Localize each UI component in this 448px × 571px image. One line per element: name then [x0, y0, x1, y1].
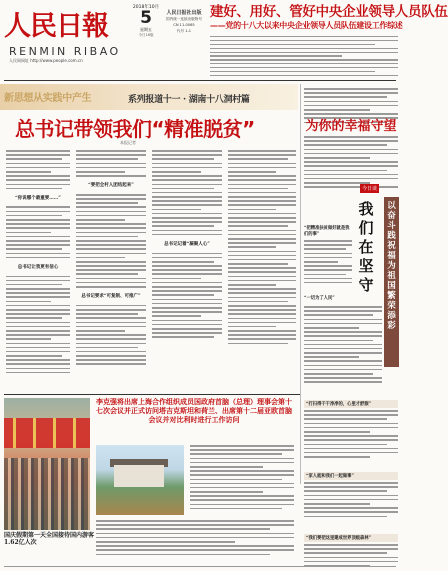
publisher: 人民日报社出版: [166, 10, 202, 16]
edition-line: 代号 1-1: [176, 29, 192, 33]
bottom-headline[interactable]: 李克强将出席上海合作组织成员国政府首脑（总理）理事会第十七次会议并正式访问塔吉克斯坦和荷兰、出席第十二届亚欧首脑会议并对比利时进行工作访问: [96, 398, 292, 424]
edition-line: CN 11-0065: [173, 23, 195, 27]
article-subhead: 总书记让我更有信心: [17, 264, 59, 270]
vertical-slogan-text: 以奋斗践祝福 为祖国繁荣添彩: [387, 201, 396, 331]
lead-subheadline: ——党的十八大以来中央企业领导人员队伍建设工作综述: [210, 21, 403, 30]
right-section-head-1: “打扫得干干净净的，心里才舒服”: [304, 400, 398, 408]
main-article-byline: 本报记者: [120, 140, 136, 145]
edition-line: 国内统一连续出版物号: [166, 17, 202, 21]
right-quote-1: “把精准扶贫做好就是我们的事”: [304, 226, 350, 237]
masthead-url: 人民网网址 http://www.people.com.cn: [9, 58, 83, 63]
today-comment-tag: 今日谈: [362, 186, 378, 192]
main-article-column-4: [228, 150, 296, 344]
tourism-photo-caption[interactable]: 国庆假期第一天全国接待国内游客1.62亿人次: [4, 532, 95, 546]
right-section-2-body: [304, 482, 398, 517]
banner-kicker: 新思想从实践中产生: [4, 93, 92, 104]
date-day: 5: [140, 8, 152, 28]
commentary-headline[interactable]: 我们在坚守: [358, 200, 374, 294]
bottom-divider: [4, 394, 300, 395]
article-subhead: 总书记要求“可复制、可推广”: [81, 294, 141, 300]
lead-headline[interactable]: 建好、用好、管好中央企业领导人员队伍: [210, 4, 448, 20]
date-year-month: 2018年10月: [132, 5, 160, 10]
masthead-logo: 人民日報: [4, 11, 108, 42]
edition-info: [164, 10, 204, 34]
masthead-english-name: RENMIN RIBAO: [9, 45, 121, 58]
right-section-1-body: [304, 410, 398, 458]
bottom-article-body-right: [190, 445, 294, 509]
crowd-graphic: [4, 458, 90, 530]
vertical-slogan-strip: [384, 197, 399, 367]
edition-count: 今日16版: [138, 33, 154, 37]
right-section-head-2: “家人能和我们一起做事”: [304, 472, 398, 480]
main-article-column-2: [76, 150, 146, 365]
date-block: [132, 4, 160, 38]
tourism-photo: [4, 398, 90, 530]
right-quote-2: “一切为了人民”: [304, 296, 335, 301]
building-photo: [96, 445, 184, 515]
date-weekday: 星期五: [140, 27, 152, 32]
footer-rule: [4, 566, 396, 567]
building-body: [114, 465, 164, 487]
article-subhead: “要把全村人团结起来”: [88, 183, 134, 189]
banner-series-label: 系列报道十一 · 湖南十八洞村篇: [128, 95, 250, 105]
right-quote-2-body: [304, 306, 382, 383]
main-article-column-3: [152, 150, 222, 338]
right-section-head-3: “我们要把这里建成世界顶级森林”: [304, 534, 398, 542]
forum-headline[interactable]: 为你的幸福守望: [305, 119, 397, 134]
main-article-column-1: [6, 150, 70, 373]
article-subhead: 总书记记着“凝聚人心”: [164, 241, 210, 247]
bottom-article-body: [96, 520, 294, 555]
flags-graphic: [4, 418, 90, 448]
right-section-3-body: [304, 544, 398, 567]
main-article-headline[interactable]: 总书记带领我们“精准脱贫”: [15, 117, 255, 141]
lead-article-body: [210, 36, 398, 76]
series-banner: [0, 84, 298, 110]
forum-body: [304, 136, 398, 188]
masthead-divider: [4, 80, 396, 81]
right-quote-1-body: [304, 240, 352, 283]
lead-headline-block[interactable]: [210, 4, 448, 31]
article-subhead: “你说哪个最重要……”: [15, 195, 61, 201]
